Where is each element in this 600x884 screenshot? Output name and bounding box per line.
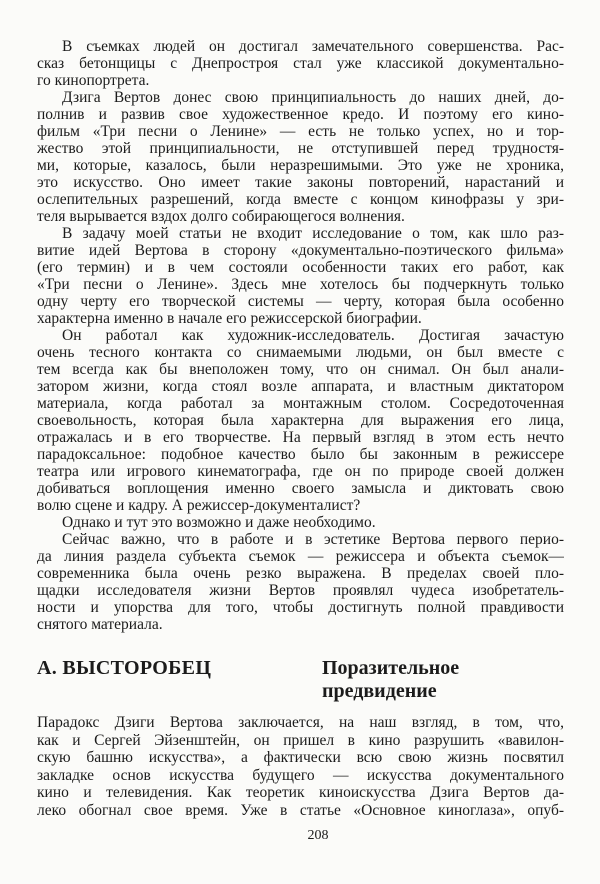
text-line: (его термин) и в чем состояли особенности таких его работ, как [37, 259, 564, 276]
paragraph [37, 327, 564, 514]
article-title-line: Поразительное [322, 657, 460, 679]
article-body [37, 714, 564, 819]
text-line: жество этой принципиальности, не отступившей перед трудностя- [37, 140, 564, 157]
text-line: отражалась и в его творчестве. На первый взгляд в этом есть нечто [37, 429, 564, 446]
article-title [322, 657, 459, 703]
text-line: В задачу моей статьи не входит исследование о том, как шло раз- [62, 225, 564, 242]
text-line: ослепительных разрешений, когда вместе с концом кинофразы у зри- [37, 191, 564, 208]
text-line: снятого материала. [37, 616, 163, 633]
text-line: добиваться воплощения именно своего замысла и диктовать свою [37, 480, 564, 497]
text-line: щадки исследователя жизни Вертов проявлял чудеса изобретатель- [37, 582, 564, 599]
text-line: «Три песни о Ленине». Здесь мне хотелось бы подчеркнуть только [37, 276, 564, 293]
text-line: В съемках людей он достигал замечательного совершенства. Рас- [62, 38, 564, 55]
text-line: го кинопортрета. [37, 72, 150, 89]
text-line: сказ бетонщицы с Днепростроя стал уже классикой документально- [37, 55, 564, 72]
paragraph [37, 89, 564, 225]
text-line: Парадокс Дзиги Вертова заключается, на наш взгляд, в том, что, [37, 714, 564, 731]
paragraph [37, 531, 564, 633]
text-line: театра или игрового кинематографа, где он по природе своей должен [37, 463, 564, 480]
paragraph [37, 714, 564, 819]
text-line: фильм «Три песни о Ленине» — есть не только успех, но и тор- [37, 123, 564, 140]
text-line: витие идей Вертова в сторону «документально-поэтического фильма» [37, 242, 564, 259]
paragraph [37, 514, 564, 531]
text-line: ми, которые, казалось, были неразрешимыми. Это уже не хроника, [37, 157, 564, 174]
text-line: парадоксальное: подобное качество было бы законным в режиссере [37, 446, 564, 463]
text-line: волю сцене и кадру. А режиссер-документалист? [37, 497, 361, 514]
text-line: Однако и тут это возможно и даже необходимо. [62, 514, 376, 531]
text-line: это искусство. Оно имеет такие законы повторений, нарастаний и [37, 174, 564, 191]
article-author: А. ВЫСТОРОБЕЦ [37, 657, 212, 679]
text-line: леко обогнал свое время. Уже в статье «Основное киноглаза», опуб- [37, 801, 564, 819]
paragraph [37, 38, 564, 89]
text-line: своевольность, которая была характерна для выражения его лица, [37, 412, 564, 429]
text-line: Дзига Вертов донес свою принципиальность до наших дней, до- [62, 89, 564, 106]
text-line: материала, когда работал за монтажным столом. Сосредоточенная [37, 395, 564, 412]
text-line: затором жизни, когда стоял возле аппарата, и властным диктатором [37, 378, 564, 395]
text-line: да линия раздела субъекта съемок — режиссера и объекта съемок— [37, 548, 564, 565]
text-line: кино и телевидения. Как теоретик киноискусства Дзига Вертов да- [37, 784, 564, 801]
text-line: Сейчас важно, что в работе и в эстетике Вертова первого перио- [62, 531, 564, 548]
text-line: современника была очень резко выражена. В пределах своей пло- [37, 565, 564, 582]
text-line: полнив и развив свое художественное кредо. И поэтому его кино- [37, 106, 564, 123]
previous-article-text [37, 38, 564, 633]
text-line: Он работал как художник-исследователь. Достигая зачастую [62, 327, 564, 344]
text-line: характерна именно в начале его режиссерской биографии. [37, 310, 422, 327]
text-line: одну черту его творческой системы — черту, которая была особенно [37, 293, 564, 310]
page-number: 208 [307, 828, 329, 843]
article-title-line: предвидение [322, 680, 437, 702]
text-line: тем всегда как бы внеположен тому, что он снимал. Он был анали- [37, 361, 564, 378]
text-line: закладке основ искусства будущего — искусства документального [37, 766, 564, 784]
text-line: скую башню искусства», а фактически всю свою жизнь посвятил [37, 749, 564, 766]
text-line: ности и упорства для того, чтобы достигнуть полной правдивости [37, 599, 564, 616]
text-line: теля вырывается вздох долго собирающегося волнения. [37, 208, 405, 225]
text-line: очень тесного контакта со снимаемыми людьми, он был вместе с [37, 344, 564, 361]
paragraph [37, 225, 564, 327]
text-line: как и Сергей Эйзенштейн, он пришел в кино разрушить «вавилон- [37, 731, 564, 749]
